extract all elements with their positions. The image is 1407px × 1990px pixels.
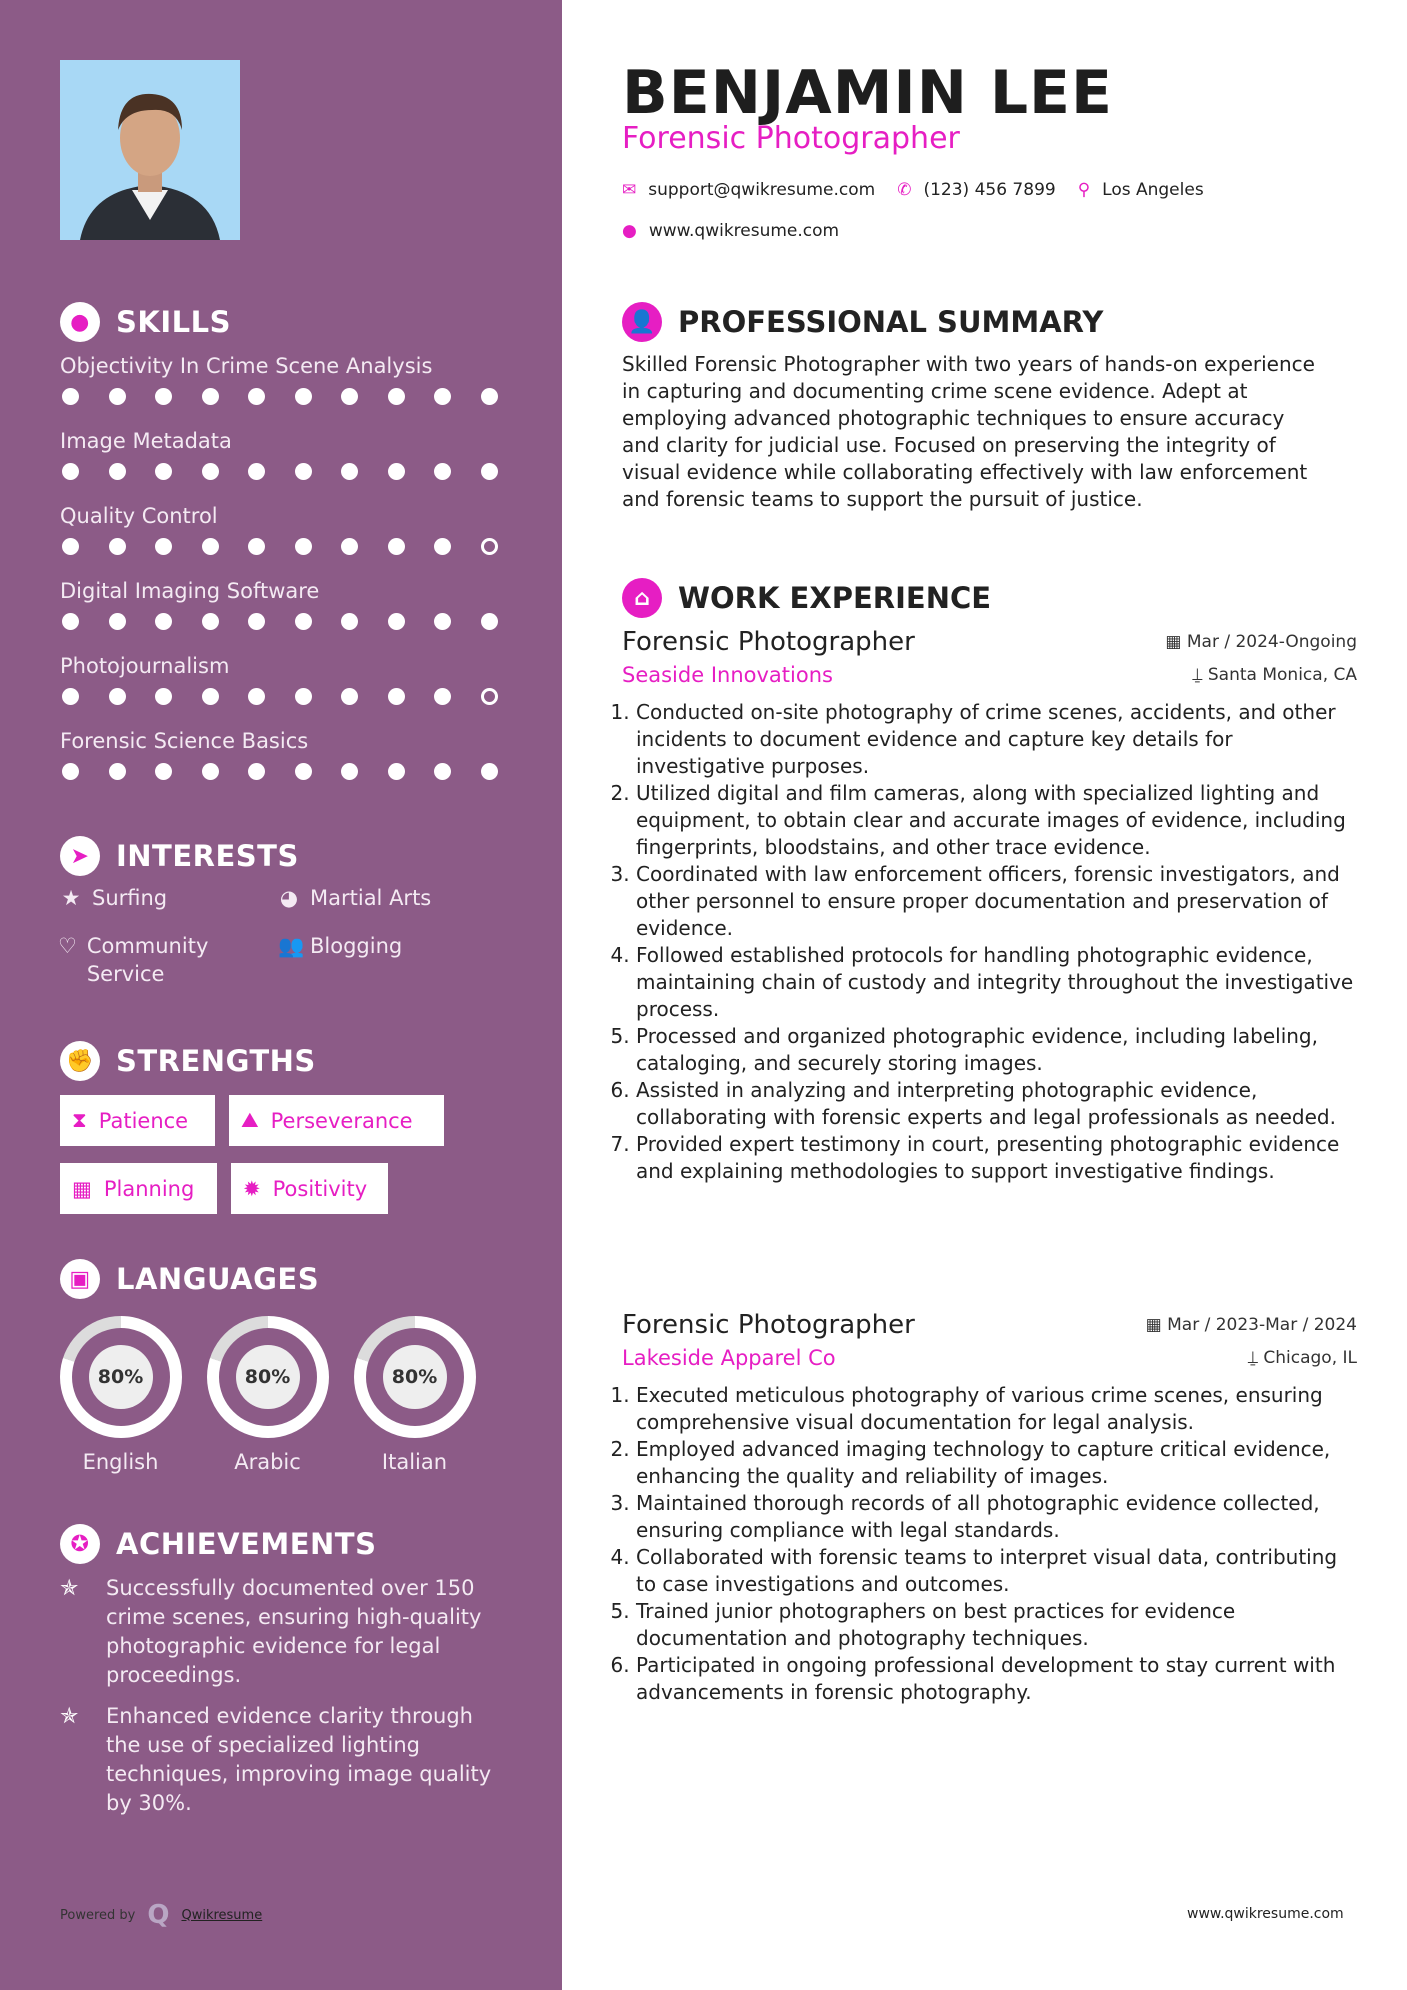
rating-dot-filled [109,463,126,480]
candidate-name: BENJAMIN LEE [622,58,1114,128]
language-percent: 80% [89,1345,153,1409]
strength-chip: ▦ Planning [60,1163,217,1214]
skill-label: Image Metadata [60,429,232,453]
job-bullet: 2. Utilized digital and film cameras, along with specialized lighting and equipment, to obtain clear and accurate images of evidence, including fingerprints, bloodstains, and other trace evidence. [636,780,1357,861]
language-item [205,1316,330,1474]
rating-dot-filled [248,538,265,555]
rating-dot-filled [341,538,358,555]
rating-dot-filled [202,763,219,780]
job-location: Santa Monica, CA [1207,665,1357,685]
lightbulb-icon: ● [60,302,100,342]
interest-item: ★ Surfing [61,886,168,910]
language-item [352,1316,477,1474]
rating-dot-filled [248,388,265,405]
rating-dot-filled [388,538,405,555]
job-bullet: 4. Collaborated with forensic teams to interpret visual data, contributing to case investigations and outcomes. [636,1544,1357,1598]
job-bullets [616,1382,1357,1706]
rating-dot-filled [248,613,265,630]
job-entry [622,1310,1357,1706]
job-bullet: 6. Participated in ongoing professional development to stay current with advancements in forensic photography. [636,1652,1357,1706]
envelope-icon: ✉ [622,180,637,200]
translate-icon: ▣ [60,1259,100,1299]
rating-dot-filled [295,463,312,480]
rating-dot-filled [434,388,451,405]
rating-dot-empty [481,688,498,705]
interests-heading: ➤ INTERESTS [60,836,299,876]
job-date: Mar / 2023-Mar / 2024 [1167,1315,1357,1335]
paper-plane-icon: ➤ [60,836,100,876]
shooting-star-icon: ✯ [60,1576,79,1601]
job-bullet: 4. Followed established protocols for handling photographic evidence, maintaining chain of custody and integrity throughout the investigative process. [636,942,1357,1023]
rating-dot-filled [155,388,172,405]
rating-dot-filled [295,613,312,630]
summary-text: Skilled Forensic Photographer with two years of hands-on experience in capturing and documenting crime scene evidence. Adept at employing advanced photographic techniques to ensure accuracy and clarity for judicial use. Focused on preserving the integrity of visual evidence while collaborating effectively with law enforcement and forensic teams to support the pursuit of justice. [622,352,1315,511]
calendar-icon: ▦ [1145,1315,1168,1335]
rating-dot-filled [388,688,405,705]
office-chair-icon: ⌂ [622,578,662,618]
rating-dot-filled [155,613,172,630]
summary-heading: 👤 PROFESSIONAL SUMMARY [622,302,1103,342]
footer-website: www.qwikresume.com [1187,1906,1344,1922]
pin-icon: ⍊ [1247,1348,1264,1368]
sun-icon: ✹ [243,1176,261,1201]
hourglass-icon: ⧗ [72,1108,87,1132]
skill-label: Photojournalism [60,654,230,678]
rating-dot-filled [62,538,79,555]
website-row [622,221,839,241]
language-progress-ring [207,1316,329,1438]
rating-dot-filled [388,613,405,630]
language-item [58,1316,183,1474]
rating-dot-filled [109,688,126,705]
job-bullet: 1. Executed meticulous photography of various crime scenes, ensuring comprehensive visual documentation for legal analysis. [636,1382,1357,1436]
skill-rating [60,538,520,555]
skill-item [60,654,520,705]
job-position: Forensic Photographer [622,1310,915,1340]
phone-icon: ✆ [897,180,912,200]
location-pin-icon: ⚲ [1077,180,1091,200]
skill-item [60,429,520,480]
achievements-heading: ✪ ACHIEVEMENTS [60,1524,376,1564]
rating-dot-filled [295,388,312,405]
skill-rating [60,688,520,705]
rating-dot-filled [202,463,219,480]
job-bullet: 1. Conducted on-site photography of crime scenes, accidents, and other incidents to document evidence and capture key details for investigative purposes. [636,699,1357,780]
rating-dot-filled [434,763,451,780]
rating-dot-filled [202,388,219,405]
job-bullet: 6. Assisted in analyzing and interpreting photographic evidence, collaborating with forensic experts and legal professionals as needed. [636,1077,1357,1131]
skill-label: Quality Control [60,504,218,528]
rating-dot-empty [481,538,498,555]
globe-icon: ● [622,221,637,241]
job-bullet: 3. Maintained thorough records of all photographic evidence collected, ensuring compliance with legal standards. [636,1490,1357,1544]
skill-rating [60,388,520,405]
job-bullet: 5. Trained junior photographers on best practices for evidence documentation and photography techniques. [636,1598,1357,1652]
skill-item [60,729,520,780]
language-progress-ring [60,1316,182,1438]
rating-dot-filled [434,613,451,630]
rating-dot-filled [155,463,172,480]
rating-dot-filled [62,763,79,780]
rating-dot-filled [62,463,79,480]
rating-dot-filled [434,538,451,555]
rating-dot-filled [341,463,358,480]
email-link[interactable]: support@qwikresume.com [648,180,876,200]
interest-item: 👥 Blogging [278,934,403,958]
language-percent: 80% [236,1345,300,1409]
rating-dot-filled [155,538,172,555]
achievement-item: ✯ Enhanced evidence clarity through the use of specialized lighting techniques, improving image quality by 30%. [60,1702,510,1818]
skill-label: Objectivity In Crime Scene Analysis [60,354,433,378]
powered-by: Powered by Q Qwikresume [60,1900,263,1930]
language-label: Arabic [234,1450,301,1474]
contact-row [622,180,1204,200]
skill-rating [60,763,520,780]
job-date: Mar / 2024-Ongoing [1186,632,1357,652]
globe-icon: ◕ [279,886,299,910]
star-icon: ★ [61,886,81,910]
job-bullet: 3. Coordinated with law enforcement officers, forensic investigators, and other personnel to ensure proper documentation and preservation of evidence. [636,861,1357,942]
job-bullet: 2. Employed advanced imaging technology to capture critical evidence, enhancing the quality and reliability of images. [636,1436,1357,1490]
rating-dot-filled [62,613,79,630]
rating-dot-filled [481,388,498,405]
rating-dot-filled [434,463,451,480]
rating-dot-filled [155,763,172,780]
rating-dot-filled [481,763,498,780]
rating-dot-filled [295,538,312,555]
rating-dot-filled [481,613,498,630]
language-percent: 80% [383,1345,447,1409]
job-bullet: 7. Provided expert testimony in court, presenting photographic evidence and explaining methodologies to support investigative findings. [636,1131,1357,1185]
skill-item [60,354,520,405]
job-entry [622,627,1357,1185]
users-icon: 👥 [278,934,305,958]
rating-dot-filled [388,388,405,405]
calendar-icon: ▦ [72,1176,92,1201]
strength-chip: ⛰ Perseverance [229,1095,444,1146]
calendar-icon: ▦ [1165,632,1187,652]
rating-dot-filled [109,613,126,630]
rating-dot-filled [248,763,265,780]
interest-item: ♡ Community Service [58,934,209,986]
rating-dot-filled [388,763,405,780]
rating-dot-filled [62,388,79,405]
rating-dot-filled [248,688,265,705]
heart-hand-icon: ♡ [58,934,77,958]
rating-dot-filled [202,538,219,555]
user-icon: 👤 [622,302,662,342]
job-company: Seaside Innovations [622,663,833,687]
qwikresume-logo-icon: Q [147,1900,170,1930]
rating-dot-filled [341,613,358,630]
rating-dot-filled [341,763,358,780]
language-progress-ring [354,1316,476,1438]
job-bullets [616,699,1357,1185]
rating-dot-filled [341,688,358,705]
rating-dot-filled [388,463,405,480]
skill-label: Digital Imaging Software [60,579,320,603]
rating-dot-filled [341,388,358,405]
skill-rating [60,463,520,480]
star-badge-icon: ✪ [60,1524,100,1564]
rating-dot-filled [481,463,498,480]
rating-dot-filled [109,763,126,780]
road-icon: ⛰ [241,1108,259,1132]
rating-dot-filled [434,688,451,705]
rating-dot-filled [109,388,126,405]
skill-item [60,579,520,630]
rating-dot-filled [155,688,172,705]
job-bullet: 5. Processed and organized photographic evidence, including labeling, cataloging, and securely storing images. [636,1023,1357,1077]
rating-dot-filled [295,763,312,780]
job-company: Lakeside Apparel Co [622,1346,836,1370]
rating-dot-filled [109,538,126,555]
strengths-heading: ✊ STRENGTHS [60,1041,316,1081]
skill-rating [60,613,520,630]
phone-text: (123) 456 7899 [923,180,1056,200]
interest-item: ◕ Martial Arts [279,886,432,910]
rating-dot-filled [202,613,219,630]
shooting-star-icon: ✯ [60,1704,79,1729]
work-heading: ⌂ WORK EXPERIENCE [622,578,991,618]
profile-photo [60,60,240,240]
rating-dot-filled [295,688,312,705]
skill-item [60,504,520,555]
location-text: Los Angeles [1102,180,1204,200]
sidebar [0,0,562,1990]
rating-dot-filled [62,688,79,705]
strength-chip: ✹ Positivity [231,1163,388,1214]
language-label: English [82,1450,159,1474]
achievement-item: ✯ Successfully documented over 150 crime scenes, ensuring high-quality photographic evidence for legal proceedings. [60,1574,510,1690]
qwikresume-link[interactable]: Qwikresume [181,1907,263,1923]
language-label: Italian [381,1450,448,1474]
job-position: Forensic Photographer [622,627,915,657]
rating-dot-filled [248,463,265,480]
job-title: Forensic Photographer [622,121,960,156]
languages-heading: ▣ LANGUAGES [60,1259,319,1299]
job-location: Chicago, IL [1263,1348,1357,1368]
skill-label: Forensic Science Basics [60,729,309,753]
pin-icon: ⍊ [1192,665,1208,685]
website-link[interactable]: www.qwikresume.com [648,221,840,241]
rating-dot-filled [202,688,219,705]
strength-chip: ⧗ Patience [60,1095,215,1146]
fist-icon: ✊ [60,1041,100,1081]
skills-heading: ● SKILLS [60,302,231,342]
